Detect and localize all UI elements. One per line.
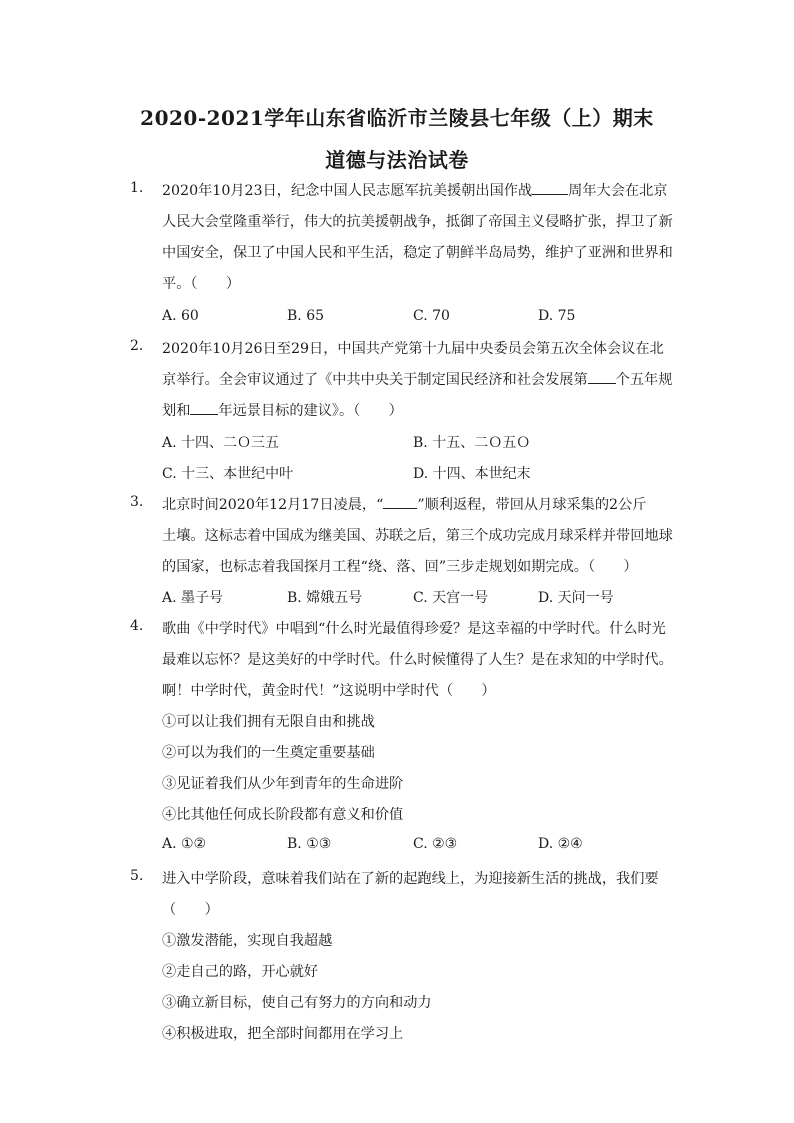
- answer-blank: [383, 507, 417, 509]
- statement-1: ①激发潜能，实现自我超越: [162, 933, 333, 949]
- statement-2: ②可以为我们的一生奠定重要基础: [162, 745, 375, 761]
- option-b[interactable]: B. ①③: [287, 836, 332, 852]
- question-text-line: 平。（ ）: [162, 276, 241, 292]
- option-a[interactable]: A. 墨子号: [162, 590, 224, 606]
- option-a[interactable]: A. 十四、二Ｏ三五: [162, 435, 280, 451]
- option-a[interactable]: A. 60: [162, 308, 199, 324]
- answer-blank: [532, 193, 568, 195]
- option-c[interactable]: C. 天宫一号: [413, 590, 489, 606]
- question-text-line: 北京时间2020年12月17日凌晨，“ ”顺利返程，带回从月球采集的2公斤: [162, 497, 647, 513]
- option-a[interactable]: A. ①②: [162, 836, 207, 852]
- exam-title-line2: 道德与法治试卷: [325, 148, 469, 172]
- question-number: 5.: [130, 868, 144, 884]
- question-text-line: 进入中学阶段，意味着我们站在了新的起跑线上，为迎接新生活的挑战，我们要: [162, 871, 659, 887]
- question-text-line: 划和 年远景目标的建议》。（ ）: [162, 403, 403, 419]
- question-text-line: 京举行。全会审议通过了《中共中央关于制定国民经济和社会发展第 个五年规: [162, 372, 673, 388]
- option-b[interactable]: B. 嫦娥五号: [287, 590, 363, 606]
- question-text-line: （ ）: [162, 902, 219, 918]
- answer-blank: [588, 382, 616, 384]
- option-d[interactable]: D. 十四、本世纪末: [413, 466, 531, 482]
- question-number: 1.: [130, 180, 144, 196]
- question-number: 2.: [130, 338, 144, 354]
- option-c[interactable]: C. 70: [413, 308, 450, 324]
- answer-blank: [190, 413, 218, 415]
- statement-4: ④比其他任何成长阶段都有意义和价值: [162, 807, 404, 823]
- question-text-line: 2020年10月26日至29日，中国共产党第十九届中央委员会第五次全体会议在北: [162, 341, 664, 357]
- statement-1: ①可以让我们拥有无限自由和挑战: [162, 714, 375, 730]
- statement-4: ④积极进取，把全部时间都用在学习上: [162, 1026, 404, 1042]
- statement-3: ③确立新目标，使自己有努力的方向和动力: [162, 995, 432, 1011]
- question-text-line: 啊！中学时代，黄金时代！”这说明中学时代（ ）: [162, 683, 496, 699]
- option-c[interactable]: C. 十三、本世纪中叶: [162, 466, 294, 482]
- question-text-line: 人民大会堂隆重举行，伟大的抗美援朝战争，抵御了帝国主义侵略扩张，捍卫了新: [162, 214, 673, 230]
- question-text-line: 最难以忘怀？是这美好的中学时代。什么时候懂得了人生？是在求知的中学时代。: [162, 652, 673, 668]
- question-text-line: 2020年10月23日，纪念中国人民志愿军抗美援朝出国作战 周年大会在北京: [162, 183, 668, 199]
- option-c[interactable]: C. ②③: [413, 836, 458, 852]
- question-number: 4.: [130, 618, 144, 634]
- option-d[interactable]: D. ②④: [538, 836, 583, 852]
- option-b[interactable]: B. 65: [287, 308, 325, 324]
- statement-2: ②走自己的路，开心就好: [162, 964, 319, 980]
- question-text-line: 土壤。这标志着中国成为继美国、苏联之后，第三个成功完成月球采样并带回地球: [162, 528, 673, 544]
- option-b[interactable]: B. 十五、二Ｏ五Ｏ: [413, 435, 531, 451]
- option-d[interactable]: D. 天问一号: [538, 590, 614, 606]
- question-text-line: 中国安全，保卫了中国人民和平生活，稳定了朝鲜半岛局势，维护了亚洲和世界和: [162, 245, 673, 261]
- exam-title-line1: 2020-2021学年山东省临沂市兰陵县七年级（上）期末: [140, 106, 654, 130]
- question-text-line: 的国家，也标志着我国探月工程“绕、落、回”三步走规划如期完成。（ ）: [162, 559, 638, 575]
- option-d[interactable]: D. 75: [538, 308, 576, 324]
- question-text-line: 歌曲《中学时代》中唱到“什么时光最值得珍爱？是这幸福的中学时代。什么时光: [162, 621, 666, 637]
- statement-3: ③见证着我们从少年到青年的生命进阶: [162, 776, 404, 792]
- question-number: 3.: [130, 494, 144, 510]
